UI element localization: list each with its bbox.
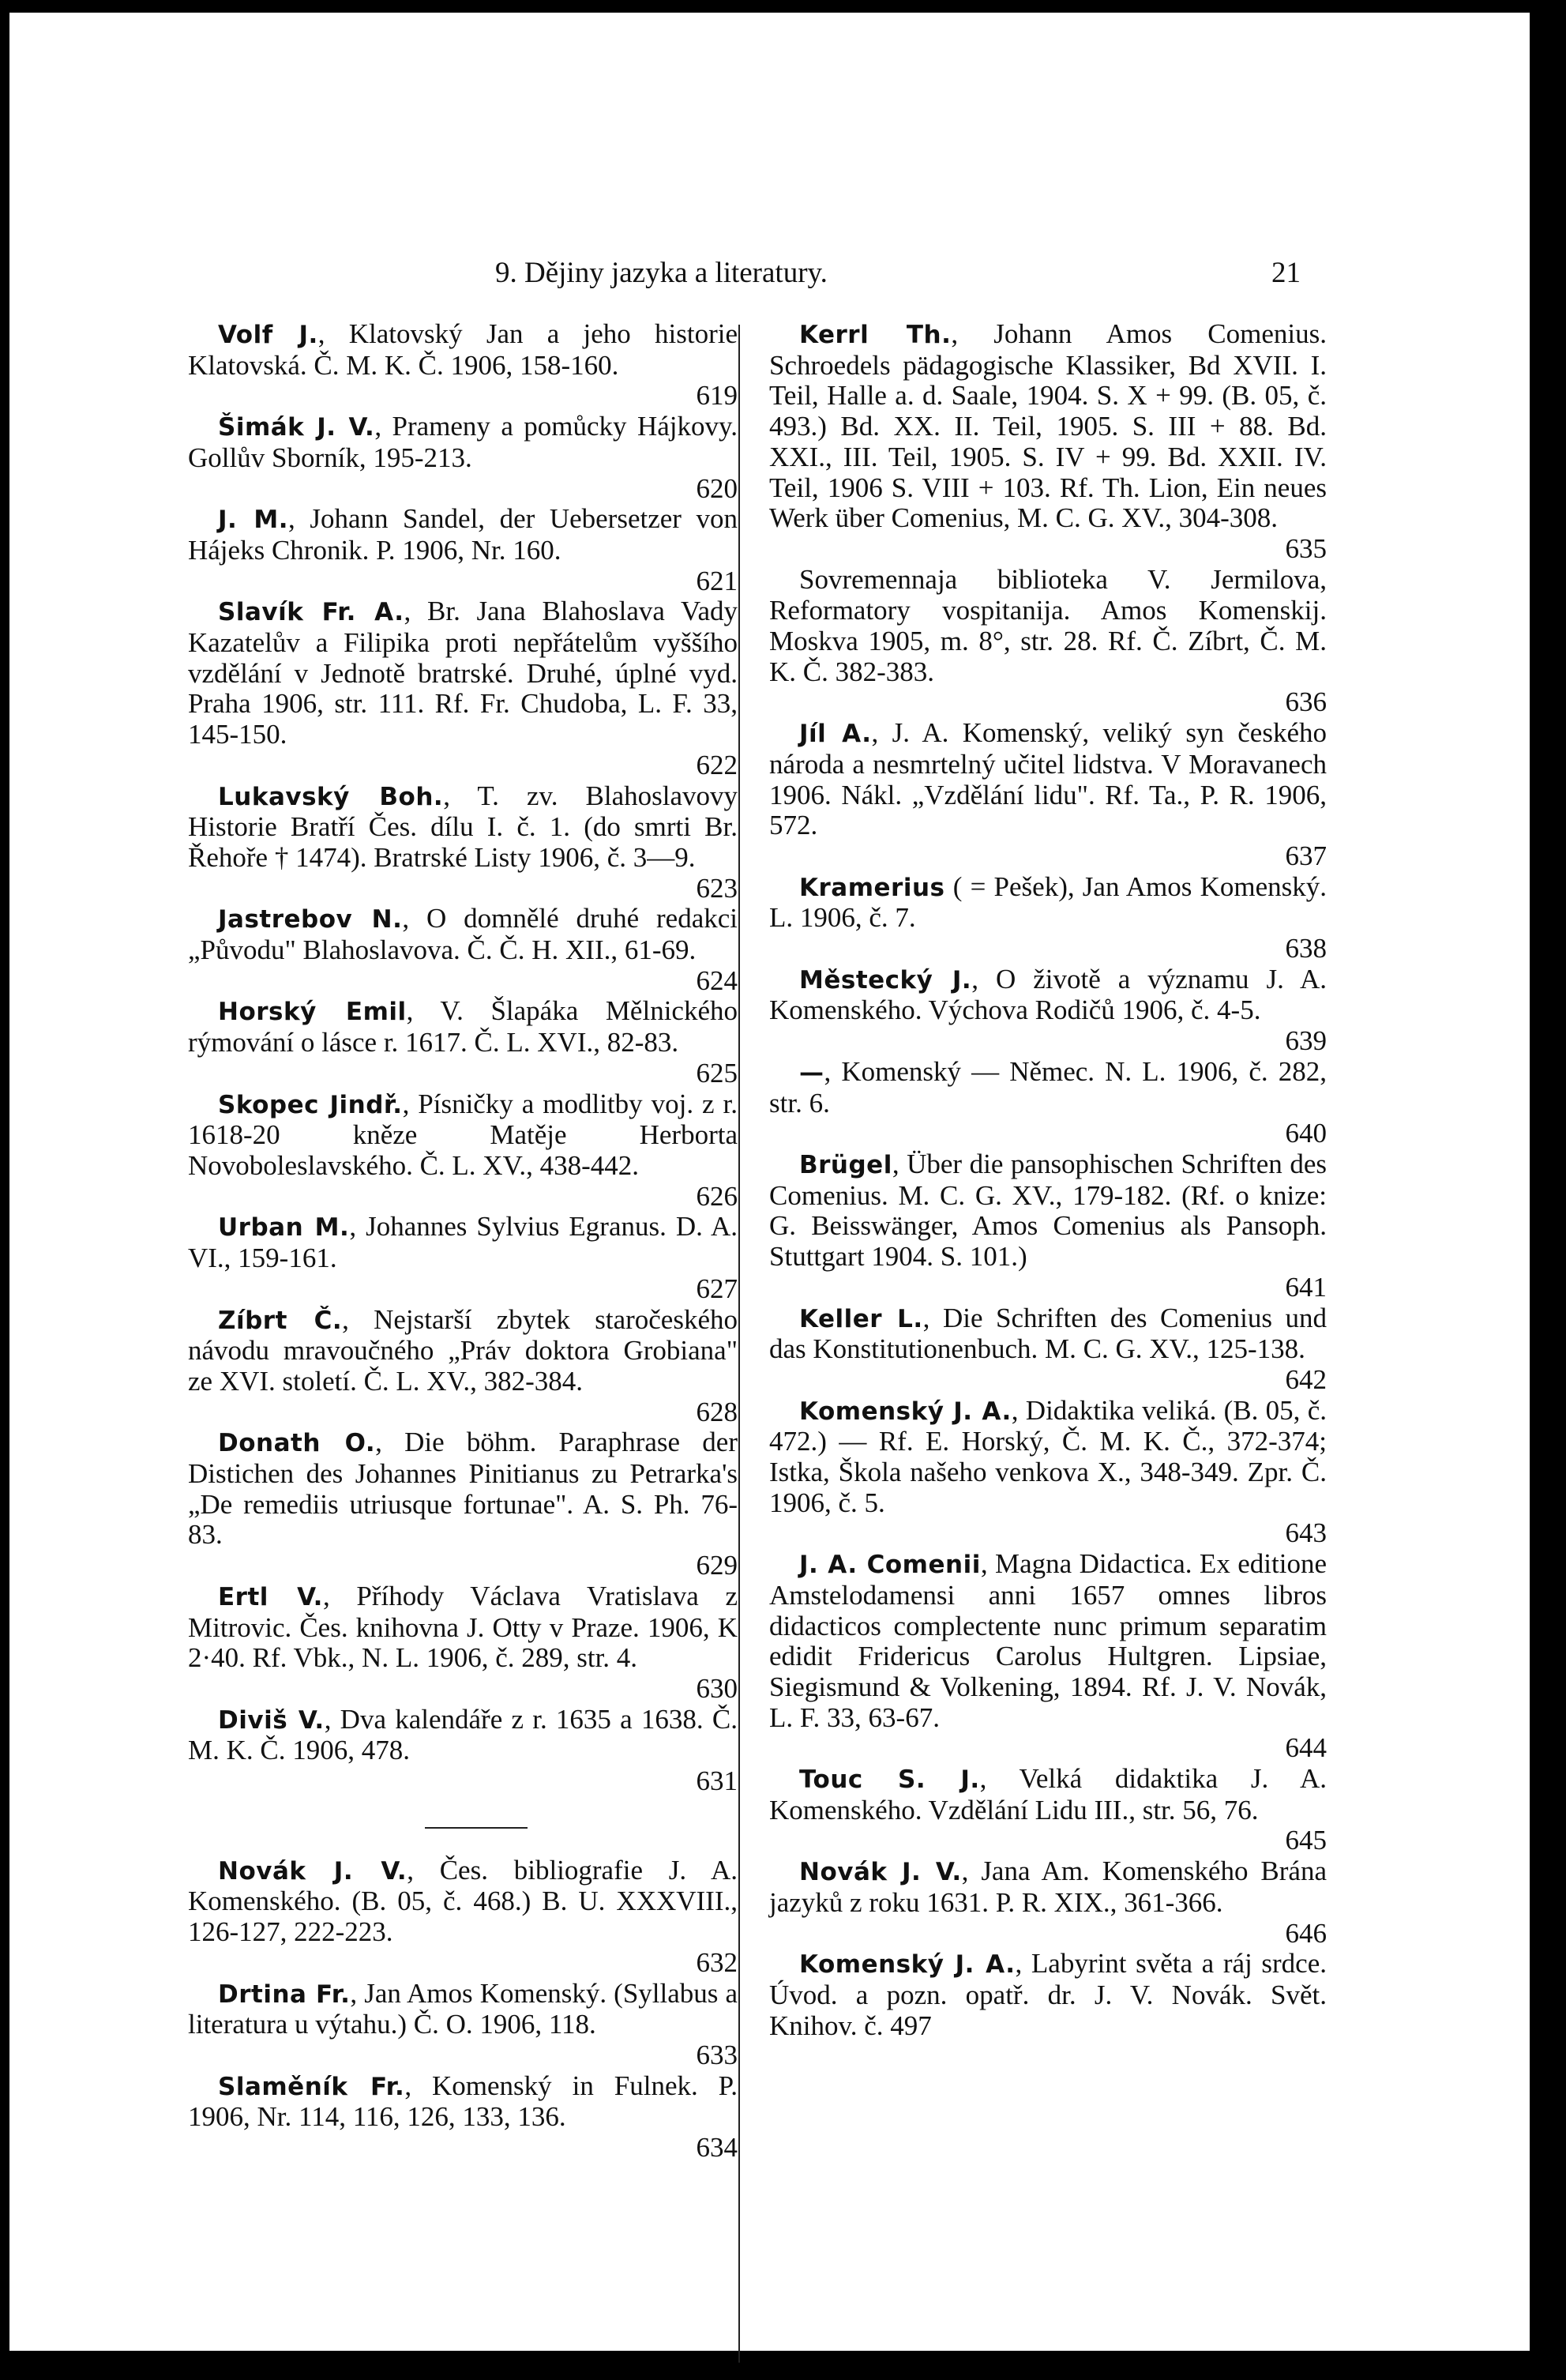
entry-author: Slavík Fr. A. xyxy=(218,598,404,627)
bibliography-entry xyxy=(769,1764,1327,1856)
entry-author: Horský Emil xyxy=(218,998,407,1027)
bibliography-entry xyxy=(769,565,1327,719)
entry-number: 619 xyxy=(696,380,738,412)
bibliography-entry xyxy=(769,1856,1327,1949)
entry-number: 625 xyxy=(696,1057,738,1088)
entry-number: 629 xyxy=(696,1550,738,1581)
entry-number: 620 xyxy=(696,472,738,504)
entry-text: , Die böhm. Paraphrase der Distichen des Johannes Pinitianus zu Petrarka's „De remediis utriusque fortunae". A. S. Ph. 76-83. xyxy=(188,1427,738,1551)
entry-number: 640 xyxy=(1285,1118,1327,1149)
entry-author: Komenský J. A. xyxy=(799,1397,1012,1426)
book-page xyxy=(9,13,1530,2351)
entry-author: Keller L. xyxy=(799,1304,923,1333)
bibliography-entry xyxy=(188,2071,738,2164)
column-divider xyxy=(738,325,740,2363)
entry-text: , Velká didaktika J. A. Komenského. Vzdělání Lidu III., str. 56, 76. xyxy=(769,1763,1327,1825)
entry-text: Sovremennaja biblioteka V. Jermilova, Reformatory vospitanija. Amos Komenskij. Moskva 1905, m. 8°, str. 28. Rf. Č. Zíbrt, Č. M. K. Č. 382-383. xyxy=(769,563,1327,687)
entry-number: 626 xyxy=(696,1180,738,1212)
entry-number: 635 xyxy=(1285,532,1327,564)
entry-text: , Johannes Sylvius Egranus. D. A. VI., 159-161. xyxy=(188,1211,738,1274)
bibliography-entry xyxy=(769,964,1327,1057)
entry-number: 628 xyxy=(696,1396,738,1427)
running-title: 9. Dějiny jazyka a literatury. xyxy=(495,257,828,289)
bibliography-entry xyxy=(769,872,1327,964)
bibliography-entry xyxy=(188,1212,738,1304)
entry-number: 630 xyxy=(696,1672,738,1704)
entry-author: Donath O. xyxy=(218,1429,376,1458)
entry-author: Novák J. V. xyxy=(799,1858,962,1887)
entry-author: Novák J. V. xyxy=(218,1856,407,1886)
entry-number: 623 xyxy=(696,872,738,904)
entry-text: , Labyrint světa a ráj srdce. Úvod. a pozn. opatř. dr. J. V. Novák. Svět. Knihov. č. 497 xyxy=(769,1948,1327,2041)
entry-author: Šimák J. V. xyxy=(218,413,375,442)
entry-text: , Prameny a pomůcky Hájkovy. Gollův Sborník, 195-213. xyxy=(188,411,738,473)
entry-text: , Komenský — Němec. N. L. 1906, č. 282, str. 6. xyxy=(769,1055,1327,1119)
bibliography-entry xyxy=(188,504,738,596)
entry-text: , Didaktika veliká. (B. 05, č. 472.) — Rf. E. Horský, Č. M. K. Č., 372-374; Istka, Škola našeho venkova X., 348-349. Zpr. Č. 1906, č. 5. xyxy=(769,1394,1328,1518)
entry-text: , V. Šlapáka Mělnického rýmování o lásce r. 1617. Č. L. XVI., 82-83. xyxy=(188,995,738,1058)
bibliography-entry xyxy=(188,1855,738,1979)
bibliography-entry xyxy=(188,1427,738,1581)
entry-text: ( = Pešek), Jan Amos Komenský. L. 1906, č. 7. xyxy=(769,870,1327,934)
bibliography-entry xyxy=(188,904,738,996)
bibliography-entry xyxy=(769,1396,1327,1550)
bibliography-entry xyxy=(769,319,1327,565)
entry-number: 632 xyxy=(696,1946,738,1978)
entry-text: , Magna Didactica. Ex editione Amstelodamensi anni 1657 omnes libros didacticos complectente nunc primum separatim edidit Fridericus Carolus Hultgren. Lipsiae, Siegismund & Volkening, 1894. Rf. J. V. Novák, L. F. 33, 63-67. xyxy=(769,1548,1327,1733)
section-separator xyxy=(425,1827,528,1829)
bibliography-entry xyxy=(188,1305,738,1428)
entry-author: Kerrl Th. xyxy=(799,321,952,349)
bibliography-entry xyxy=(188,996,738,1088)
entry-author: J. A. Comenii xyxy=(799,1551,981,1580)
bibliography-entry xyxy=(188,1979,738,2071)
entry-text: , Nejstarší zbytek staročeského návodu mravoučného „Práv doktora Grobiana" ze XVI. století. Č. L. XV., 382-384. xyxy=(188,1303,738,1397)
entry-author: Zíbrt Č. xyxy=(218,1306,343,1335)
left-column xyxy=(188,319,738,2164)
bibliography-entry xyxy=(188,1089,738,1213)
entry-text: , Jan Amos Komenský. (Syllabus a literatura u výtahu.) Č. O. 1906, 118. xyxy=(188,1977,738,2040)
entry-author: Urban M. xyxy=(218,1213,350,1243)
entry-number: 637 xyxy=(1285,840,1327,871)
entry-author: Slaměník Fr. xyxy=(218,2072,405,2101)
entry-author: Jastrebov N. xyxy=(218,905,403,934)
entry-number: 627 xyxy=(696,1273,738,1304)
entry-number: 641 xyxy=(1285,1271,1327,1303)
entry-text: , Über die pansophischen Schriften des Comenius. M. C. G. XV., 179-182. (Rf. o knize: G. Beisswänger, Amos Comenius als Pansoph. Stuttgart 1904. S. 101.) xyxy=(769,1148,1327,1273)
bibliography-entry xyxy=(188,1705,738,1797)
entry-author: Skopec Jindř. xyxy=(218,1090,403,1119)
bibliography-entry xyxy=(188,1581,738,1705)
entry-author: Kramerius xyxy=(799,873,945,902)
entry-author: — xyxy=(799,1058,824,1087)
bibliography-entry xyxy=(188,781,738,904)
entry-number: 638 xyxy=(1285,933,1327,964)
entry-text: , O domnělé druhé redakci „Původu" Blahoslavova. Č. Č. H. XII., 61-69. xyxy=(188,903,738,966)
entry-author: Drtina Fr. xyxy=(218,1980,351,2009)
entry-number: 621 xyxy=(696,565,738,596)
entry-number: 633 xyxy=(696,2039,738,2070)
entry-number: 622 xyxy=(696,749,738,780)
entry-text: , O životě a významu J. A. Komenského. Výchova Rodičů 1906, č. 4-5. xyxy=(769,963,1327,1026)
entry-text: , Komenský in Fulnek. P. 1906, Nr. 114, 116, 126, 133, 136. xyxy=(188,2070,738,2133)
entry-text: , Písničky a modlitby voj. z r. 1618-20 kněze Matěje Herborta Novoboleslavského. Č. L. XV., 438-442. xyxy=(188,1088,738,1181)
entry-number: 643 xyxy=(1285,1517,1327,1549)
entry-author: Komenský J. A. xyxy=(799,1950,1016,1980)
entry-number: 631 xyxy=(696,1765,738,1797)
page-number: 21 xyxy=(1271,257,1301,289)
bibliography-entry xyxy=(769,718,1327,872)
bibliography-entry xyxy=(769,1549,1327,1764)
entry-text: , Johann Sandel, der Uebersetzer von Hájeks Chronik. P. 1906, Nr. 160. xyxy=(188,503,738,566)
entry-text: , Čes. bibliografie J. A. Komenského. (B. 05, č. 468.) B. U. XXXVIII., 126-127, 222-223. xyxy=(188,1854,738,1948)
entry-number: 636 xyxy=(1285,686,1327,718)
entry-number: 634 xyxy=(696,2132,738,2164)
entry-number: 624 xyxy=(696,964,738,996)
entry-author: Touc S. J. xyxy=(799,1765,980,1795)
entry-number: 642 xyxy=(1285,1363,1327,1395)
bibliography-entry xyxy=(188,412,738,504)
entry-author: Jíl A. xyxy=(799,720,872,749)
bibliography-entry xyxy=(769,1303,1327,1396)
entry-author: Ertl V. xyxy=(218,1582,323,1611)
bibliography-entry xyxy=(769,1949,1327,2041)
entry-number: 645 xyxy=(1285,1825,1327,1856)
entry-text: , Johann Amos Comenius. Schroedels pädagogische Klassiker, Bd XVII. I. Teil, Halle a. d. Saale, 1904. S. X + 99. (B. 05, č. 493.) Bd. XX. II. Teil, 1905. S. III + 88. Bd. XXI., III. Teil, 1905. S. IV + 99. Bd. XXII. IV. Teil, 1906 S. VIII + 103. Rf. Th. Lion, Ein neues Werk über Comenius, M. C. G. XV., 304-308. xyxy=(769,318,1327,534)
entry-author: Diviš V. xyxy=(218,1705,325,1735)
bibliography-entry xyxy=(769,1149,1327,1303)
entry-author: Městecký J. xyxy=(799,965,972,994)
bibliography-entry xyxy=(769,1057,1327,1149)
right-column xyxy=(769,319,1327,2041)
entry-author: Lukavský Boh. xyxy=(218,782,444,811)
entry-text: , T. zv. Blahoslavovy Historie Bratří Čes. dílu I. č. 1. (do smrti Br. Řehoře † 1474). Bratrské Listy 1906, č. 3—9. xyxy=(188,780,738,873)
entry-text: , J. A. Komenský, veliký syn českého národa a nesmrtelný učitel lidstva. V Moravanech 1906. Nákl. „Vzdělání lidu". Rf. Ta., P. R. 1906, 572. xyxy=(769,717,1328,841)
entry-text: , Příhody Václava Vratislava z Mitrovic. Čes. knihovna J. Otty v Praze. 1906, K 2·40. Rf. Vbk., N. L. 1906, č. 289, str. 4. xyxy=(188,1580,738,1674)
entry-text: , Die Schriften des Comenius und das Konstitutionenbuch. M. C. G. XV., 125-138. xyxy=(769,1302,1327,1365)
bibliography-entry xyxy=(188,596,738,780)
entry-text: , Br. Jana Blahoslava Vady Kazatelův a Filipika proti nepřátelům vyššího vzdělání v Jednotě bratrské. Druhé, úplné vyd. Praha 1906, str. 111. Rf. Fr. Chudoba, L. F. 33, 145-150. xyxy=(188,596,738,750)
entry-text: , Klatovský Jan a jeho historie Klatovská. Č. M. K. Č. 1906, 158-160. xyxy=(188,318,738,381)
entry-number: 639 xyxy=(1285,1025,1327,1057)
entry-text: , Dva kalendáře z r. 1635 a 1638. Č. M. K. Č. 1906, 478. xyxy=(188,1703,738,1766)
entry-number: 646 xyxy=(1285,1917,1327,1949)
entry-text: , Jana Am. Komenského Brána jazyků z roku 1631. P. R. XIX., 361-366. xyxy=(769,1855,1327,1918)
entry-author: J. M. xyxy=(218,506,289,535)
entry-author: Brügel xyxy=(799,1150,892,1179)
entry-author: Volf J. xyxy=(218,321,318,349)
bibliography-entry xyxy=(188,319,738,412)
entry-number: 644 xyxy=(1285,1732,1327,1764)
